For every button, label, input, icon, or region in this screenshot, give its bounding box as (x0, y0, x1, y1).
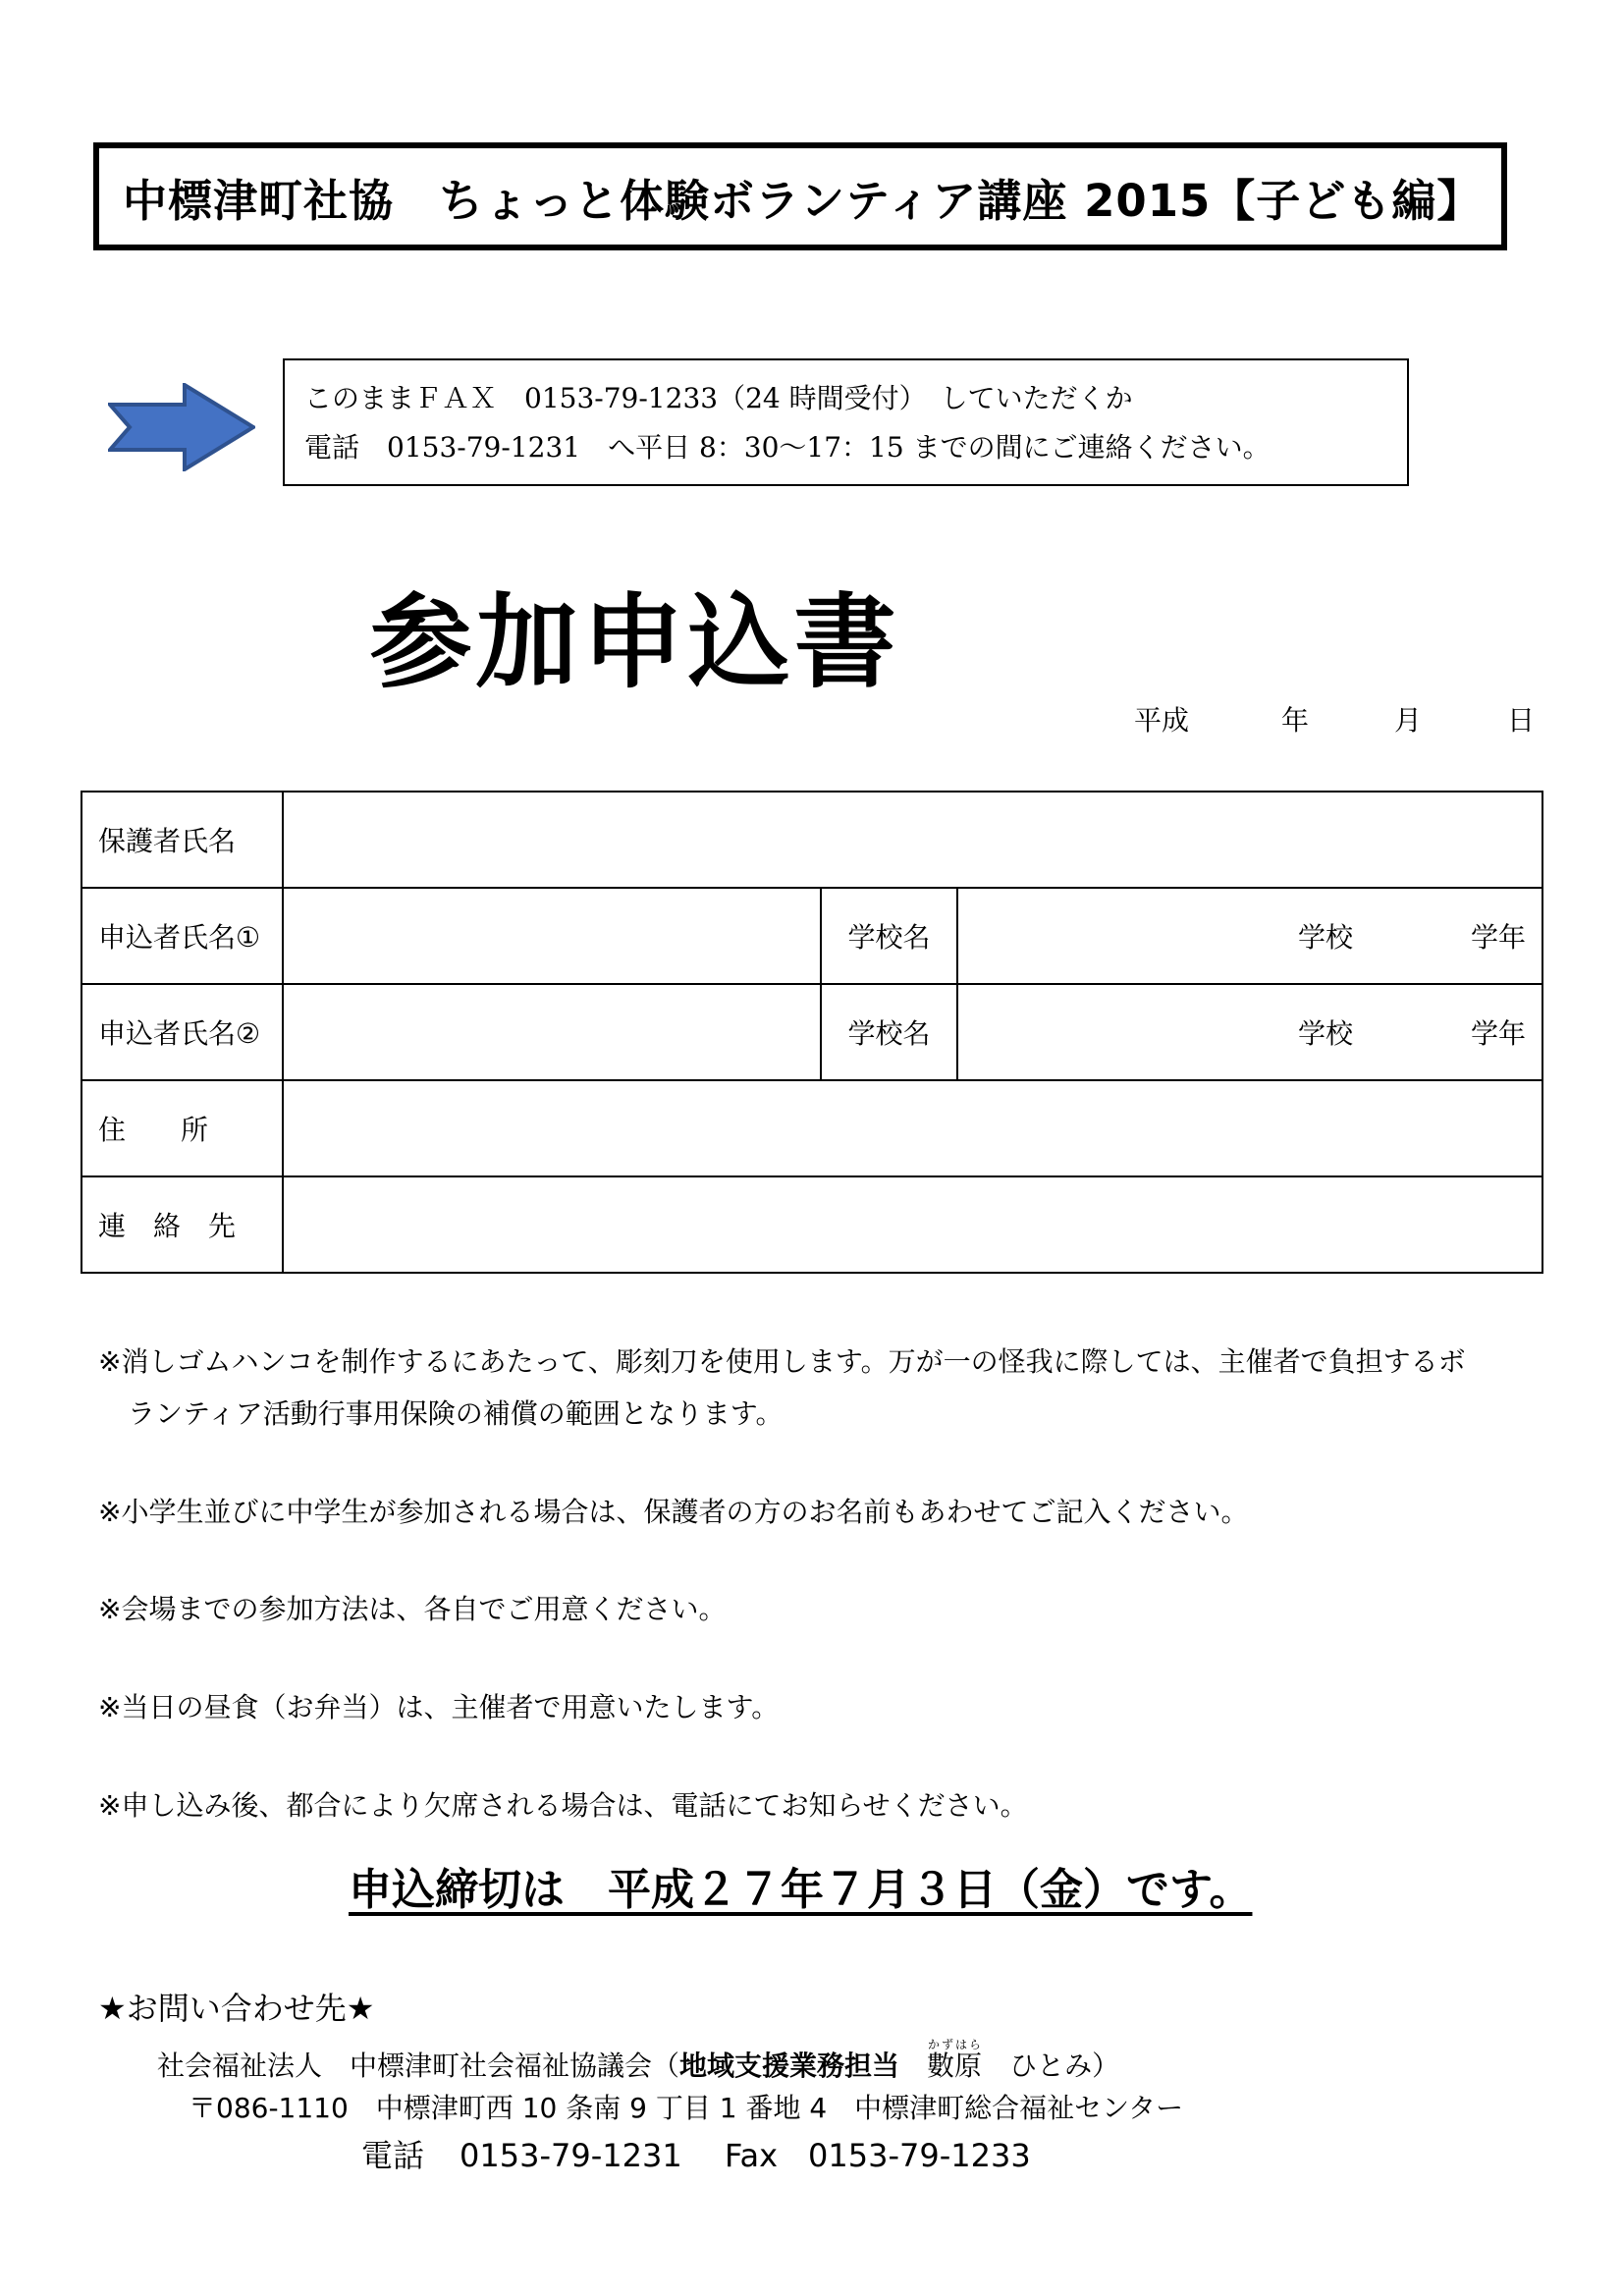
note-absence: ※申し込み後、都合により欠席される場合は、電話にてお知らせください。 (98, 1789, 1028, 1822)
form-heading: 参加申込書 (369, 582, 900, 702)
school-suffix: 学校 (1297, 1017, 1353, 1050)
applicant1-name-field[interactable] (283, 888, 821, 984)
applicant1-school-label: 学校名 (821, 888, 957, 984)
applicant2-name-field[interactable] (283, 984, 821, 1080)
table-row (81, 888, 1542, 984)
guardian-name-field[interactable] (283, 792, 1542, 888)
contact-instructions (283, 358, 1409, 486)
date-day: 日 (1507, 704, 1536, 737)
application-table (81, 791, 1543, 1274)
date-line (1134, 699, 1535, 738)
date-era: 平成 (1134, 704, 1190, 737)
note-insurance: ランティア活動行事用保険の補償の範囲となります。 (128, 1397, 784, 1430)
inquiry-heading: ★お問い合わせ先★ (98, 1990, 375, 2027)
note-lunch: ※当日の昼食（お弁当）は、主催者で用意いたします。 (98, 1691, 780, 1723)
address-label: 住 所 (81, 1080, 283, 1176)
applicant2-school-field[interactable] (957, 984, 1542, 1080)
inquiry-organization (157, 2038, 1119, 2084)
inquiry-phone-fax (361, 2131, 1031, 2176)
note-transport: ※会場までの参加方法は、各自でご用意ください。 (98, 1593, 727, 1625)
right-arrow-icon (108, 383, 255, 471)
applicant2-name-label: 申込者氏名② (81, 984, 283, 1080)
applicant1-school-field[interactable] (957, 888, 1542, 984)
phone-label: 電話 (361, 2137, 425, 2174)
date-year: 年 (1281, 704, 1310, 737)
table-row (81, 792, 1542, 888)
note-carving-tool: ※消しゴムハンコを制作するにあたって、彫刻刀を使用します。万が一の怪我に際しては、主催者で負担するボ (98, 1345, 1466, 1378)
phone-number: 0153-79-1231 (460, 2137, 682, 2174)
person-given: ひとみ） (1009, 2050, 1120, 2082)
title-box (93, 142, 1507, 250)
note-guardian: ※小学生並びに中学生が参加される場合は、保護者の方のお名前もあわせてご記入ください。 (98, 1496, 1249, 1528)
guardian-name-label: 保護者氏名 (81, 792, 283, 888)
applicant1-name-label: 申込者氏名① (81, 888, 283, 984)
person-ruby: かずはら (927, 2038, 983, 2051)
date-month: 月 (1394, 704, 1423, 737)
fax-number: 0153-79-1233 (808, 2137, 1031, 2174)
contact-phone-line: 電話 0153-79-1231 へ平日 8：30～17：15 までの間にご連絡ください。 (304, 431, 1271, 464)
page-title: 中標津町社協 ちょっと体験ボランティア講座 2015【子ども編】 (123, 174, 1483, 227)
table-row (81, 984, 1542, 1080)
grade-suffix: 学年 (1470, 1017, 1526, 1050)
contact-field[interactable] (283, 1176, 1542, 1273)
table-row (81, 1080, 1542, 1176)
school-suffix: 学校 (1297, 921, 1353, 954)
applicant2-school-label: 学校名 (821, 984, 957, 1080)
contact-label: 連 絡 先 (81, 1176, 283, 1273)
person-surname: 數原かずはら (927, 2038, 983, 2082)
deadline: 申込締切は 平成２７年７月３日（金）です。 (349, 1865, 1253, 1915)
grade-suffix: 学年 (1470, 921, 1526, 954)
org-prefix: 社会福祉法人 中標津町社会福祉協議会（ (157, 2050, 680, 2082)
org-role: 地域支援業務担当 (679, 2050, 900, 2082)
table-row (81, 1176, 1542, 1273)
fax-label: Fax (725, 2137, 779, 2174)
contact-fax-line: このままＦＡＸ 0153-79-1233（24 時間受付） していただくか (304, 382, 1133, 414)
inquiry-address: 〒086-1110 中標津町西 10 条南 9 丁目 1 番地 4 中標津町総合福祉センター (189, 2092, 1184, 2124)
address-field[interactable] (283, 1080, 1542, 1176)
